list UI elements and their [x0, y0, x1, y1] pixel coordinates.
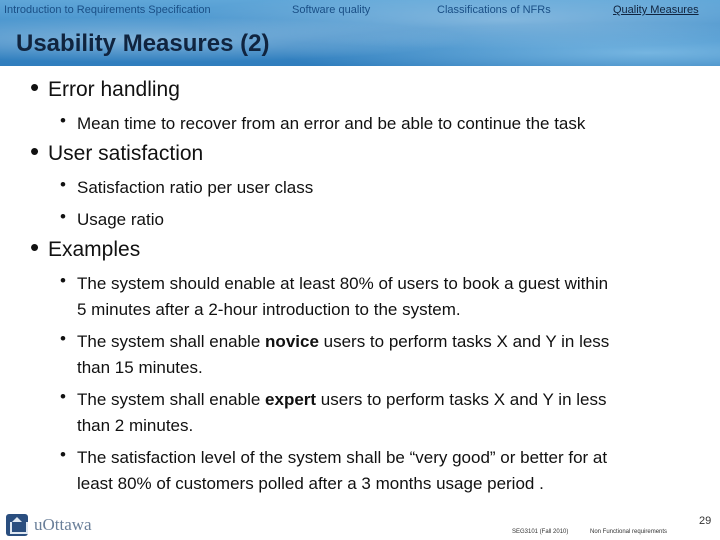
bullet-text: Examples [48, 238, 141, 261]
sub-bullet-line: than 2 minutes. [77, 416, 194, 435]
sub-bullet-line: The satisfaction level of the system shall be “very good” or better for at [77, 448, 608, 467]
sub-bullet-glyph: • [60, 387, 66, 406]
sub-bullet-text-post: users to perform tasks X and Y in less [318, 332, 610, 351]
nav-link-intro[interactable]: Introduction to Requirements Specification [4, 4, 211, 16]
footer-topic: Non Functional requirements [590, 529, 668, 535]
sub-bullet-line: least 80% of customers polled after a 3 months usage period . [77, 474, 544, 493]
page-number: 29 [699, 515, 712, 527]
emphasis-novice: novice [265, 332, 319, 351]
logo-text: uOttawa [34, 515, 92, 534]
sub-bullet-text: Mean time to recover from an error and be able to continue the task [77, 114, 586, 133]
building-icon [6, 514, 28, 536]
sub-bullet-glyph: • [60, 271, 66, 290]
sub-bullet-line: The system should enable at least 80% of users to book a guest within [77, 274, 609, 293]
emphasis-expert: expert [265, 390, 317, 409]
sub-bullet-glyph: • [60, 329, 66, 348]
header-banner [0, 0, 720, 66]
bullet-glyph: • [30, 136, 40, 166]
sub-bullet-glyph: • [60, 111, 66, 130]
sub-bullet-text: Satisfaction ratio per user class [77, 178, 314, 197]
sub-bullet-glyph: • [60, 175, 66, 194]
slide-title: Usability Measures (2) [16, 30, 270, 57]
nav-link-classifications[interactable]: Classifications of NFRs [437, 4, 551, 16]
university-logo [6, 512, 91, 538]
bullet-glyph: • [30, 72, 40, 102]
sub-bullet-line: 5 minutes after a 2-hour introduction to the system. [77, 300, 461, 319]
sub-bullet-line: than 15 minutes. [77, 358, 203, 377]
nav-link-software-quality[interactable]: Software quality [292, 4, 371, 16]
sub-bullet-text-pre: The system shall enable [77, 332, 266, 351]
footer-course: SEG3101 (Fall 2010) [512, 529, 569, 535]
sub-bullet-text-pre: The system shall enable [77, 390, 266, 409]
sub-bullet-glyph: • [60, 207, 66, 226]
sub-bullet-line [77, 329, 609, 355]
bullet-text: Error handling [48, 78, 180, 101]
bullet-glyph: • [30, 232, 40, 262]
sub-bullet-line [77, 387, 606, 413]
sub-bullet-glyph: • [60, 445, 66, 464]
bullet-text: User satisfaction [48, 142, 204, 165]
nav-link-quality-measures[interactable]: Quality Measures [613, 4, 699, 16]
sub-bullet-text-post: users to perform tasks X and Y in less [316, 390, 607, 409]
sub-bullet-text: Usage ratio [77, 210, 164, 229]
